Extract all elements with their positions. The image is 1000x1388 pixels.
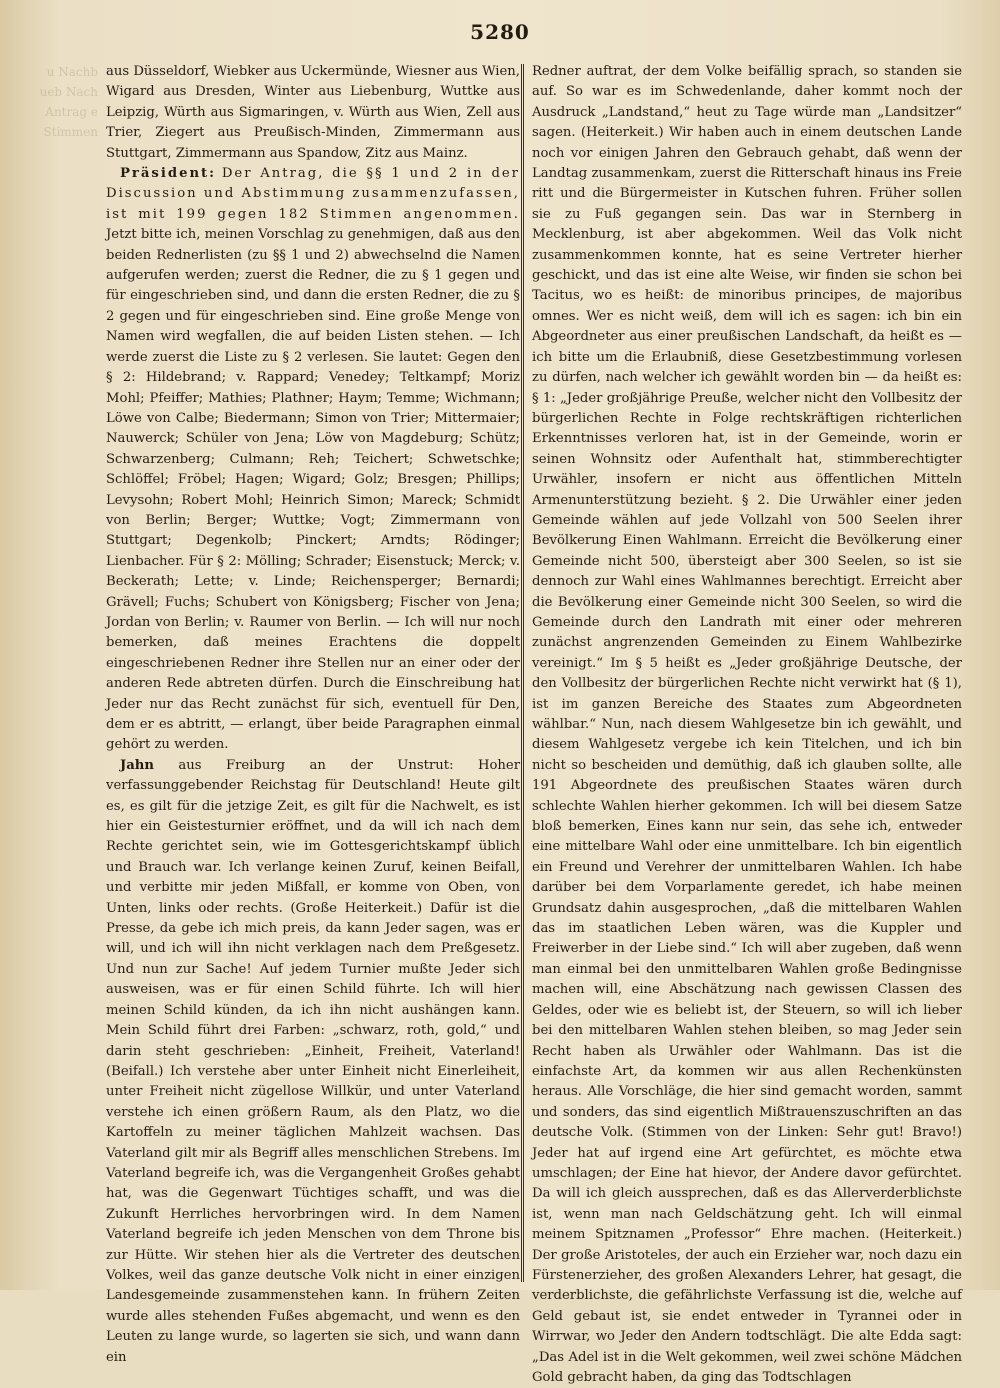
right-column	[532, 62, 962, 1385]
speech-text: aus Freiburg an der Unstrut: Hoher verfassunggebender Reichstag für Deutschland! Heute gilt es, es gilt für die jetzige Zeit, es gilt für die Nachwelt, es ist hier ein Geistesturnier eröffnet, und da will ich nach dem Rechte gerichtet sein, wie im Gottesgerichtskampf üblich und Brauch war. Ich verlange keinen Zuruf, keinen Beifall, und verbitte mir jeden Mißfall, er komme von Oben, von Unten, links oder rechts. (Große Heiterkeit.) Dafür ist die Presse, da gebe ich mich preis, da kann Jeder sagen, was er will, und ich will ihn nicht verklagen nach dem Preßgesetz. Und nun zur Sache! Auf jedem Turnier mußte Jeder sich ausweisen, was er für einen Schild führte. Ich will hier meinen Schild künden, da ich ihn nicht aushängen kann. Mein Schild führt drei Farben: „schwarz, roth, gold,“ und darin steht geschrieben: „Einheit, Freiheit, Vaterland! (Beifall.) Ich verstehe aber unter Einheit nicht Einerleiheit, unter Freiheit nicht zügellose Willkür, und unter Vaterland verstehe ich einen größern Raum, als den Platz, wo die Kartoffeln zu meiner täglichen Mahlzeit wachsen. Das Vaterland gilt mir als Begriff alles menschlichen Strebens. Im Vaterland begreife ich, was die Vergangenheit Großes gehabt hat, was die Gegenwart Tüchtiges schafft, und was die Zukunft Herrliches hervorbringen wird. In dem Namen Vaterland begreife ich jeden Menschen von dem Throne bis zur Hütte. Wir stehen hier als die Vertreter des deutschen Volkes, weil das ganze deutsche Volk nicht in einer einzigen Landesgemeinde zusammenstehen kann. In frühern Zeiten wurde alles stehenden Fußes abgemacht, und wenn es den Leuten zu lange wurde, so lagerten sie sich, und wann dann ein	[106, 757, 520, 1365]
jahn-paragraph	[106, 756, 520, 1368]
bleed-line: u Nachb	[46, 65, 98, 79]
speaker-name: Präsident:	[120, 166, 217, 182]
speaker-name: Jahn	[120, 757, 154, 773]
bleed-through-text	[0, 62, 98, 202]
left-column	[106, 62, 520, 1365]
bleed-line: ueb Nach	[39, 85, 98, 99]
page-number: 5280	[470, 20, 530, 44]
bleed-line: Antrag e	[45, 105, 98, 119]
speech-continuation: Redner auftrat, der dem Volke beifällig sprach, so standen sie auf. So war es im Schwedenlande, daher kommt noch der Ausdruck „Landstand,“ heut zu Tage würde man „Landsitzer“ sagen. (Heiterkeit.) Wir haben auch in einem deutschen Lande noch vor einigen Jahren den Gebrauch gehabt, daß wenn der Landtag zusammenkam, zuerst die Ritterschaft hinaus ins Freie ritt und die Bürgermeister in Kutschen fuhren. Früher sollen sie zu Fuß gegangen sein. Das war in Sternberg in Mecklenburg, ist aber abgekommen. Weil das Volk nicht zusammenkommen konnte, hat es seine Vertreter hierher geschickt, und das ist eine alte Weise, wir finden sie schon bei Tacitus, wo es heißt: de minoribus principes, de majoribus omnes. Wer es nicht weiß, dem will ich es sagen: ich bin ein Abgeordneter aus einer preußischen Landschaft, da heißt es — ich bitte um die Erlaubniß, diese Gesetzbestimmung vorlesen zu dürfen, nach welcher ich gewählt worden bin — da heißt es: § 1: „Jeder großjährige Preuße, welcher nicht den Vollbesitz der bürgerlichen Rechte in Folge rechtskräftigen richterlichen Erkenntnisses verloren hat, ist in der Gemeinde, worin er seinen Wohnsitz oder Aufenthalt hat, stimmberechtigter Urwähler, insofern er nicht aus öffentlichen Mitteln Armenunterstützung bezieht. § 2. Die Urwähler einer jeden Gemeinde wählen auf jede Vollzahl von 500 Seelen ihrer Bevölkerung Einen Wahlmann. Erreicht die Bevölkerung einer Gemeinde nicht 500, übersteigt aber 300 Seelen, so ist sie dennoch zur Wahl eines Wahlmannes berechtigt. Erreicht aber die Bevölkerung einer Gemeinde nicht 300 Seelen, so wird die Gemeinde durch den Landrath mit einer oder mehreren zunächst angrenzenden Gemeinden zu Einem Wahlbezirke vereinigt.“ Im § 5 heißt es „Jeder großjährige Deutsche, der den Vollbesitz der bürgerlichen Rechte nicht verwirkt hat (§ 1), ist im ganzen Bereiche des Staates zum Abgeordneten wählbar.“ Nun, nach diesem Wahlgesetze bin ich gewählt, und diesem Wahlgesetz vergebe ich kein Titelchen, und ich bin nicht so bescheiden und demüthig, daß ich glauben sollte, alle 191 Abgeordnete des preußischen Staates wären durch schlechte Wahlen hierher gekommen. Ich will bei diesem Satze bloß bemerken, Eines kann nur sein, das sehe ich, entweder eine mittelbare Wahl oder eine unmittelbare. Ich bin eigentlich ein Freund und Verehrer der unmittelbaren Wahlen. Ich habe darüber bei dem Vorparlamente geredet, ich habe meinen Grundsatz dahin ausgesprochen, „daß die mittelbaren Wahlen das im staatlichen Leben wären, was die Kuppler und Freiwerber in der Liebe sind.“ Ich will aber zugeben, daß wenn man einmal bei den unmittelbaren Wahlen große Bedingnisse machen will, eine Abschätzung nach gewissen Classen des Geldes, oder wie es beliebt ist, der Steuern, so will ich lieber bei den mittelbaren Wahlen stehen bleiben, so mag Jeder sein Recht haben als Urwähler oder Wahlmann. Das ist die einfachste Art, da kommen wir aus allen Rechenkünsten heraus. Alle Vorschläge, die hier sind gemacht worden, sammt und sonders, das sind eigentlich Mißtrauenszuschriften an das deutsche Volk. (Stimmen von der Linken: Sehr gut! Bravo!) Jeder hat auf irgend eine Art gefürchtet, es möchte etwa umschlagen; der Eine hat hievor, der Andere davor gefürchtet. Da will ich gleich aussprechen, daß es das Allerverderblichste ist, wenn man nach Geldschätzung geht. Ich will einmal meinem Spitznamen „Professor“ Ehre machen. (Heiterkeit.) Der große Aristoteles, der auch ein Erzieher war, noch dazu ein Fürstenerzieher, des großen Alexanders Lehrer, hat gesagt, die verderblichste, die gefährlichste Verfassung ist die, welche auf Geld gebaut ist, sie endet entweder in Tyrannei oder in Wirrwar, wo Jeder den Andern todtschlägt. Die alte Edda sagt: „Das Adel ist in die Welt gekommen, weil zwei schöne Mädchen Gold gebracht haben, da ging das Todtschlagen	[532, 64, 962, 1385]
column-divider	[521, 64, 524, 1282]
result-statement: Der Antrag, die §§ 1 und 2 in der Discussion und Abstimmung zusammenzufassen, ist mit 199 gegen 182 Stimmen angenommen.	[106, 166, 520, 222]
member-list-paragraph: aus Düsseldorf, Wiebker aus Uckermünde, Wiesner aus Wien, Wigard aus Dresden, Winter aus Liebenburg, Wuttke aus Leipzig, Würth aus Sigmaringen, v. Würth aus Wien, Zell aus Trier, Ziegert aus Preußisch-Minden, Zimmermann aus Stuttgart, Zimmermann aus Spandow, Zitz aus Mainz.	[106, 64, 520, 161]
president-paragraph	[106, 164, 520, 756]
bleed-line: Stimmen	[43, 125, 98, 139]
speaker-list-text: Jetzt bitte ich, meinen Vorschlag zu genehmigen, daß aus den beiden Rednerlisten (zu §§ 1 und 2) abwechselnd die Namen aufgerufen werden; zuerst die Redner, die zu § 1 gegen und für eingeschrieben sind, und dann die ersten Redner, die zu § 2 gegen und für eingeschrieben sind. Eine große Menge von Namen wird wegfallen, die auf beiden Listen stehen. — Ich werde zuerst die Liste zu § 2 verlesen. Sie lautet: Gegen den § 2: Hildebrand; v. Rappard; Venedey; Teltkampf; Moriz Mohl; Pfeiffer; Mathies; Plathner; Haym; Temme; Wichmann; Löwe von Calbe; Biedermann; Simon von Trier; Mittermaier; Nauwerck; Schüler von Jena; Löw von Magdeburg; Schütz; Schwarzenberg; Culmann; Reh; Teichert; Schwetschke; Schlöffel; Fröbel; Hagen; Wigard; Golz; Bresgen; Phillips; Levysohn; Robert Mohl; Heinrich Simon; Mareck; Schmidt von Berlin; Berger; Wuttke; Vogt; Zimmermann von Stuttgart; Degenkolb; Pinckert; Arndts; Rödinger; Lienbacher. Für § 2: Mölling; Schrader; Eisenstuck; Merck; v. Beckerath; Lette; v. Linde; Reichensperger; Bernardi; Grävell; Fuchs; Schubert von Königsberg; Fischer von Jena; Jordan von Berlin; v. Raumer von Berlin. — Ich will nur noch bemerken, daß meines Erachtens die doppelt eingeschriebenen Redner ihre Stellen nur an einer oder der anderen Rede abtreten dürfen. Durch die Einschreibung hat Jeder nur das Recht zunächst für sich, eventuell für Den, dem er es abtritt, — erlangt, über beide Paragraphen einmal gehört zu werden.	[106, 227, 520, 753]
